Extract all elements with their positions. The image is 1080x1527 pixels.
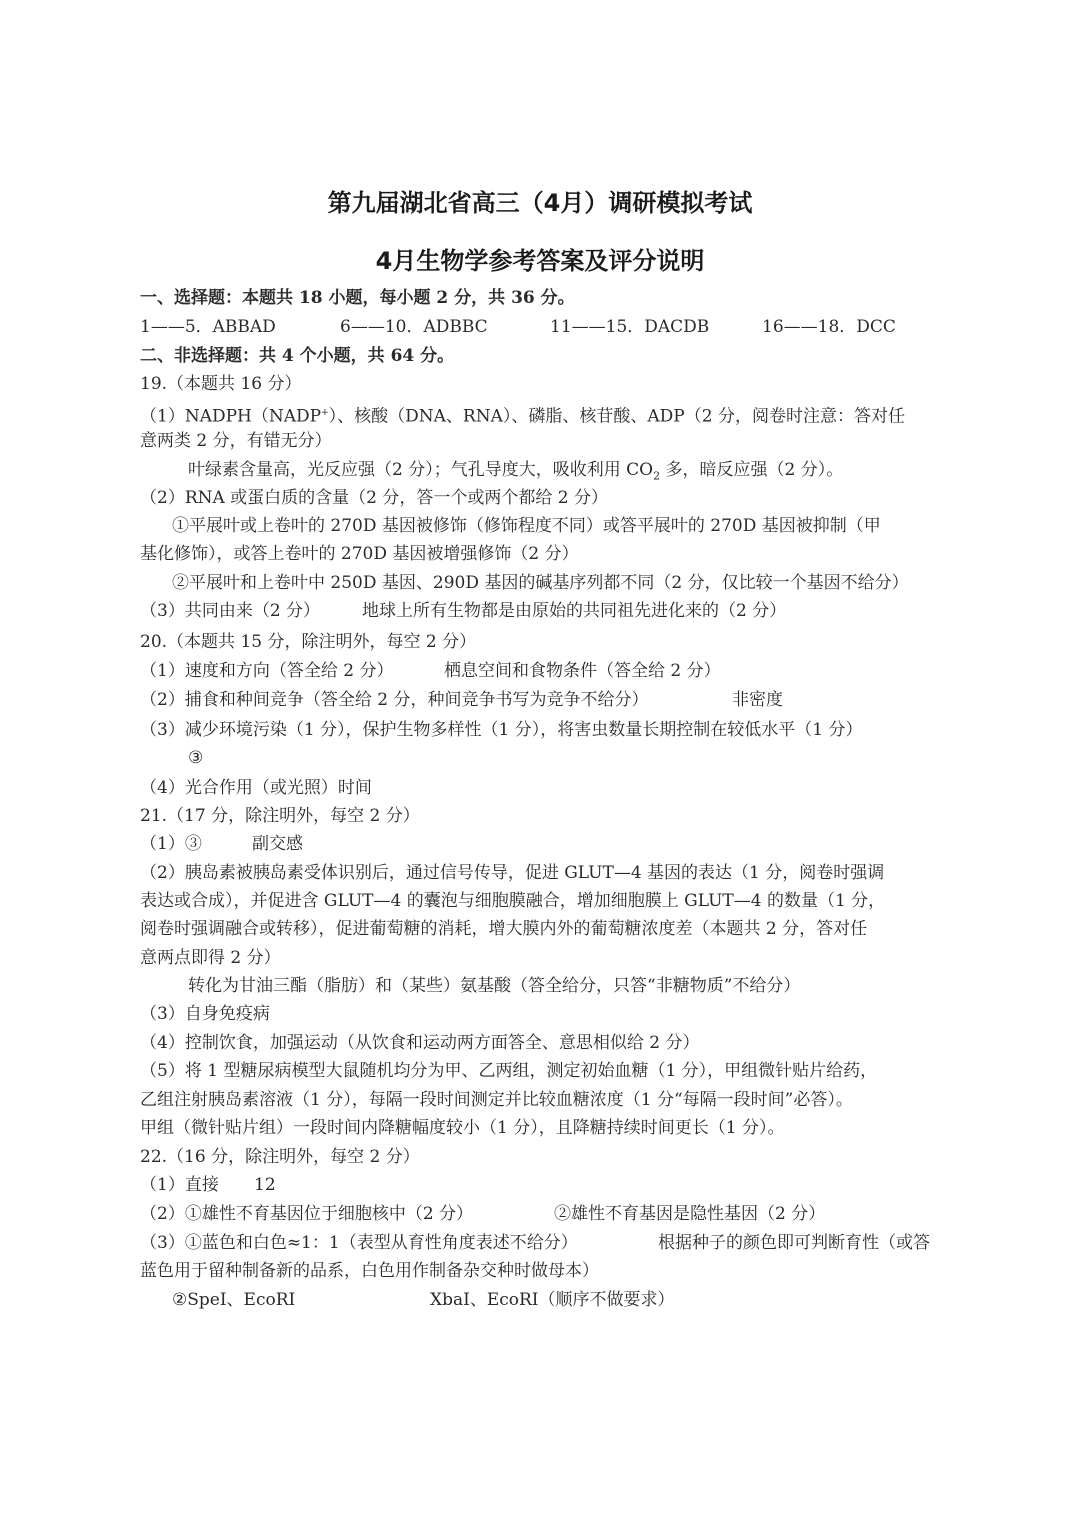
q19-header: 19.（本题共 16 分） [140, 374, 302, 394]
q19-line-1: （1）NADPH（NADP+）、核酸（DNA、RNA）、磷脂、核苷酸、ADP（2 分，阅卷时注意：答对任 [140, 406, 905, 427]
q20-line-1b: 栖息空间和食物条件（答全给 2 分） [444, 661, 721, 681]
q20-line-1a: （1）速度和方向（答全给 2 分） [140, 661, 394, 681]
q22-line-1b: 12 [254, 1175, 276, 1195]
q19-line-3: 叶绿素含量高，光反应强（2 分）；气孔导度大，吸收利用 $CO_2$ 多，暗反应强（2 分）。 [188, 460, 844, 483]
mc-answers-6-10: 6——10．ADBBC [340, 317, 488, 337]
q22-line-5b: XbaⅠ、EcoRⅠ（顺序不做要求） [430, 1290, 675, 1310]
q20-line-5: （4）光合作用（或光照）时间 [140, 778, 372, 798]
q19-line-2: 意两类 2 分，有错无分） [140, 431, 332, 451]
answer-key-title: 4月生物学参考答案及评分说明 [375, 247, 705, 275]
q21-line-9: （5）将 1 型糖尿病模型大鼠随机均分为甲、乙两组，测定初始血糖（1 分），甲组微针贴片给药， [140, 1061, 878, 1081]
q22-line-2a: （2）①雄性不育基因位于细胞核中（2 分） [140, 1204, 474, 1224]
q20-line-2a: （2）捕食和种间竞争（答全给 2 分，种间竞争书写为竞争不给分） [140, 690, 649, 710]
q21-line-1b: 副交感 [252, 834, 303, 854]
exam-title: 第九届湖北省高三（4月）调研模拟考试 [327, 189, 753, 217]
q21-line-11: 甲组（微针贴片组）一段时间内降糖幅度较小（1 分），且降糖持续时间更长（1 分）。 [140, 1118, 785, 1138]
q22-line-4: 蓝色用于留种制备新的品系，白色用作制备杂交种时做母本） [140, 1261, 599, 1281]
q21-line-8: （4）控制饮食，加强运动（从饮食和运动两方面答全、意思相似给 2 分） [140, 1033, 700, 1053]
q21-line-10: 乙组注射胰岛素溶液（1 分），每隔一段时间测定并比较血糖浓度（1 分“每隔一段时间”必答）。 [140, 1090, 853, 1110]
q19-line-8a: （3）共同由来（2 分） [140, 601, 321, 621]
mc-answers-11-15: 11——15．DACDB [550, 317, 710, 337]
q22-line-3a: （3）①蓝色和白色≈1：1（表型从育性角度表述不给分） [140, 1233, 578, 1253]
q19-line-6: 基化修饰），或答上卷叶的 270D 基因被增强修饰（2 分） [140, 544, 579, 564]
q21-line-3: 表达或合成），并促进含 GLUT—4 的囊泡与细胞膜融合，增加细胞膜上 GLUT—4 的数量（1 分， [140, 891, 886, 911]
q21-line-6: 转化为甘油三酯（脂肪）和（某些）氨基酸（答全给分，只答“非糖物质”不给分） [188, 976, 801, 996]
q20-header: 20.（本题共 15 分，除注明外，每空 2 分） [140, 632, 477, 652]
mc-answers-16-18: 16——18．DCC [762, 317, 896, 337]
q19-line-8b: 地球上所有生物都是由原始的共同祖先进化来的（2 分） [362, 601, 787, 621]
q21-header: 21.（17 分，除注明外，每空 2 分） [140, 806, 420, 826]
q19-line-7: ②平展叶和上卷叶中 250D 基因、290D 基因的碱基序列都不同（2 分，仅比较一个基因不给分） [172, 573, 909, 593]
q22-line-3b: 根据种子的颜色即可判断育性（或答 [658, 1233, 930, 1253]
q20-line-4: ③ [188, 748, 204, 768]
q21-line-1a: （1）③ [140, 834, 202, 854]
q22-line-5a: ②SpeⅠ、EcoRⅠ [172, 1290, 296, 1310]
q21-line-5: 意两点即得 2 分） [140, 948, 281, 968]
mc-answers-1-5: 1——5．ABBAD [140, 317, 276, 337]
q20-line-2b: 非密度 [732, 690, 783, 710]
q21-line-7: （3）自身免疫病 [140, 1004, 270, 1024]
q21-line-4: 阅卷时强调融合或转移），促进葡萄糖的消耗，增大膜内外的葡萄糖浓度差（本题共 2 分，答对任 [140, 919, 868, 939]
q20-line-3: （3）减少环境污染（1 分），保护生物多样性（1 分），将害虫数量长期控制在较低水平（1 分） [140, 720, 863, 740]
section-1-heading: 一、选择题：本题共 18 小题，每小题 2 分，共 36 分。 [140, 288, 575, 308]
section-2-heading: 二、非选择题：共 4 个小题，共 64 分。 [140, 346, 455, 366]
q19-line-4: （2）RNA 或蛋白质的含量（2 分，答一个或两个都给 2 分） [140, 488, 609, 508]
q21-line-2: （2）胰岛素被胰岛素受体识别后，通过信号传导，促进 GLUT—4 基因的表达（1 分，阅卷时强调 [140, 863, 885, 883]
q22-line-1a: （1）直接 [140, 1175, 219, 1195]
q22-header: 22.（16 分，除注明外，每空 2 分） [140, 1147, 420, 1167]
q22-line-2b: ②雄性不育基因是隐性基因（2 分） [554, 1204, 826, 1224]
q19-line-5: ①平展叶或上卷叶的 270D 基因被修饰（修饰程度不同）或答平展叶的 270D 基因被抑制（甲 [172, 516, 881, 536]
